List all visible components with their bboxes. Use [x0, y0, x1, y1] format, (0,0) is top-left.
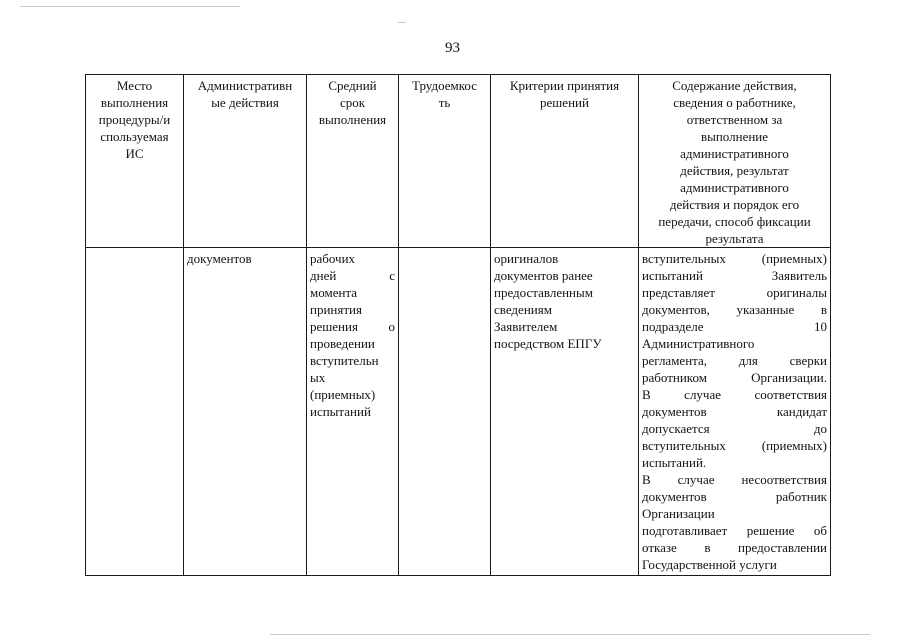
cell-line: регламента, для сверки: [642, 353, 827, 368]
cell-line: дней с: [310, 268, 395, 283]
header-line: ИС: [125, 146, 144, 161]
cell-line: проведении: [310, 336, 375, 351]
header-line: выполнения: [100, 95, 169, 110]
header-line: процедуры/и: [98, 112, 171, 127]
header-line: решений: [540, 95, 589, 110]
cell-line: Государственной услуги: [642, 557, 777, 572]
header-line: ть: [438, 95, 451, 110]
cell-line: документов ранее: [494, 268, 593, 283]
cell-line: работником Организации.: [642, 370, 827, 385]
cell-line: сведениям: [494, 302, 552, 317]
cell-line: Административного: [642, 336, 755, 351]
procedure-table: [85, 74, 831, 576]
page-number: 93: [445, 40, 460, 56]
cell-line: представляет оригиналы: [642, 285, 827, 300]
table-row: [86, 248, 831, 576]
header-line: Содержание действия,: [672, 78, 797, 93]
header-cell-actions: [184, 75, 307, 248]
row-cell-criteria: [491, 248, 639, 576]
cell-line: предоставленным: [494, 285, 593, 300]
cell-line: документов работник: [642, 489, 827, 504]
header-line: Средний: [328, 78, 377, 93]
scan-artifact-header-rule: [398, 22, 406, 23]
header-line: выполнения: [318, 112, 387, 127]
header-line: действия, результат: [680, 163, 789, 178]
header-line: передачи, способ фиксации: [658, 214, 811, 229]
header-line: Трудоемкос: [412, 78, 477, 93]
cell-line: испытаний: [310, 404, 371, 419]
header-cell-duration: [307, 75, 399, 248]
cell-line: вступительных (приемных): [642, 251, 827, 266]
cell-line: допускается до: [642, 421, 827, 436]
cell-line: испытаний Заявитель: [642, 268, 827, 283]
table-header-row: [86, 75, 831, 248]
header-line: выполнение: [700, 129, 769, 144]
cell-line: испытаний.: [642, 455, 707, 470]
cell-line: принятия: [310, 302, 362, 317]
cell-line: В случае несоответствия: [642, 472, 827, 487]
header-line: ответственном за: [686, 112, 783, 127]
cell-line: оригиналов: [494, 251, 559, 266]
scan-artifact-bottom: [270, 634, 870, 635]
header-line: срок: [339, 95, 366, 110]
header-line: действия и порядок его: [669, 197, 800, 212]
header-cell-content: [639, 75, 831, 248]
cell-line: В случае соответствия: [642, 387, 827, 402]
header-line: административного: [680, 146, 789, 161]
header-cell-place: [86, 75, 184, 248]
cell-line: вступительн: [310, 353, 379, 368]
header-line: Место: [116, 78, 153, 93]
header-line: административного: [680, 180, 789, 195]
row-cell-actions: [184, 248, 307, 576]
cell-line: ых: [310, 370, 326, 385]
row-cell-content: [639, 248, 831, 576]
cell-line: отказе в предоставлении: [642, 540, 827, 555]
cell-line: подразделе 10: [642, 319, 827, 334]
cell-line: вступительных (приемных): [642, 438, 827, 453]
header-cell-criteria: [491, 75, 639, 248]
header-line: спользуемая: [100, 129, 169, 144]
cell-line: подготавливает решение об: [642, 523, 827, 538]
cell-line: момента: [310, 285, 358, 300]
cell-line: решения о: [310, 319, 395, 334]
row-cell-labor: [399, 248, 491, 576]
cell-line: посредством ЕПГУ: [494, 336, 602, 351]
cell-line: Организации: [642, 506, 715, 521]
row-cell-duration: [307, 248, 399, 576]
header-line: ые действия: [211, 95, 279, 110]
header-line: Административн: [197, 78, 293, 93]
scan-artifact-top: [20, 6, 240, 7]
header-line: сведения о работнике,: [673, 95, 796, 110]
row-cell-place: [86, 248, 184, 576]
cell-line: документов, указанные в: [642, 302, 827, 317]
cell-line: рабочих: [310, 251, 356, 266]
cell-line: документов кандидат: [642, 404, 827, 419]
header-line: результата: [705, 231, 764, 246]
cell-line: Заявителем: [494, 319, 558, 334]
cell-line: (приемных): [310, 387, 376, 402]
header-line: Критерии принятия: [509, 78, 620, 93]
header-cell-labor: [399, 75, 491, 248]
cell-line: документов: [187, 251, 252, 266]
